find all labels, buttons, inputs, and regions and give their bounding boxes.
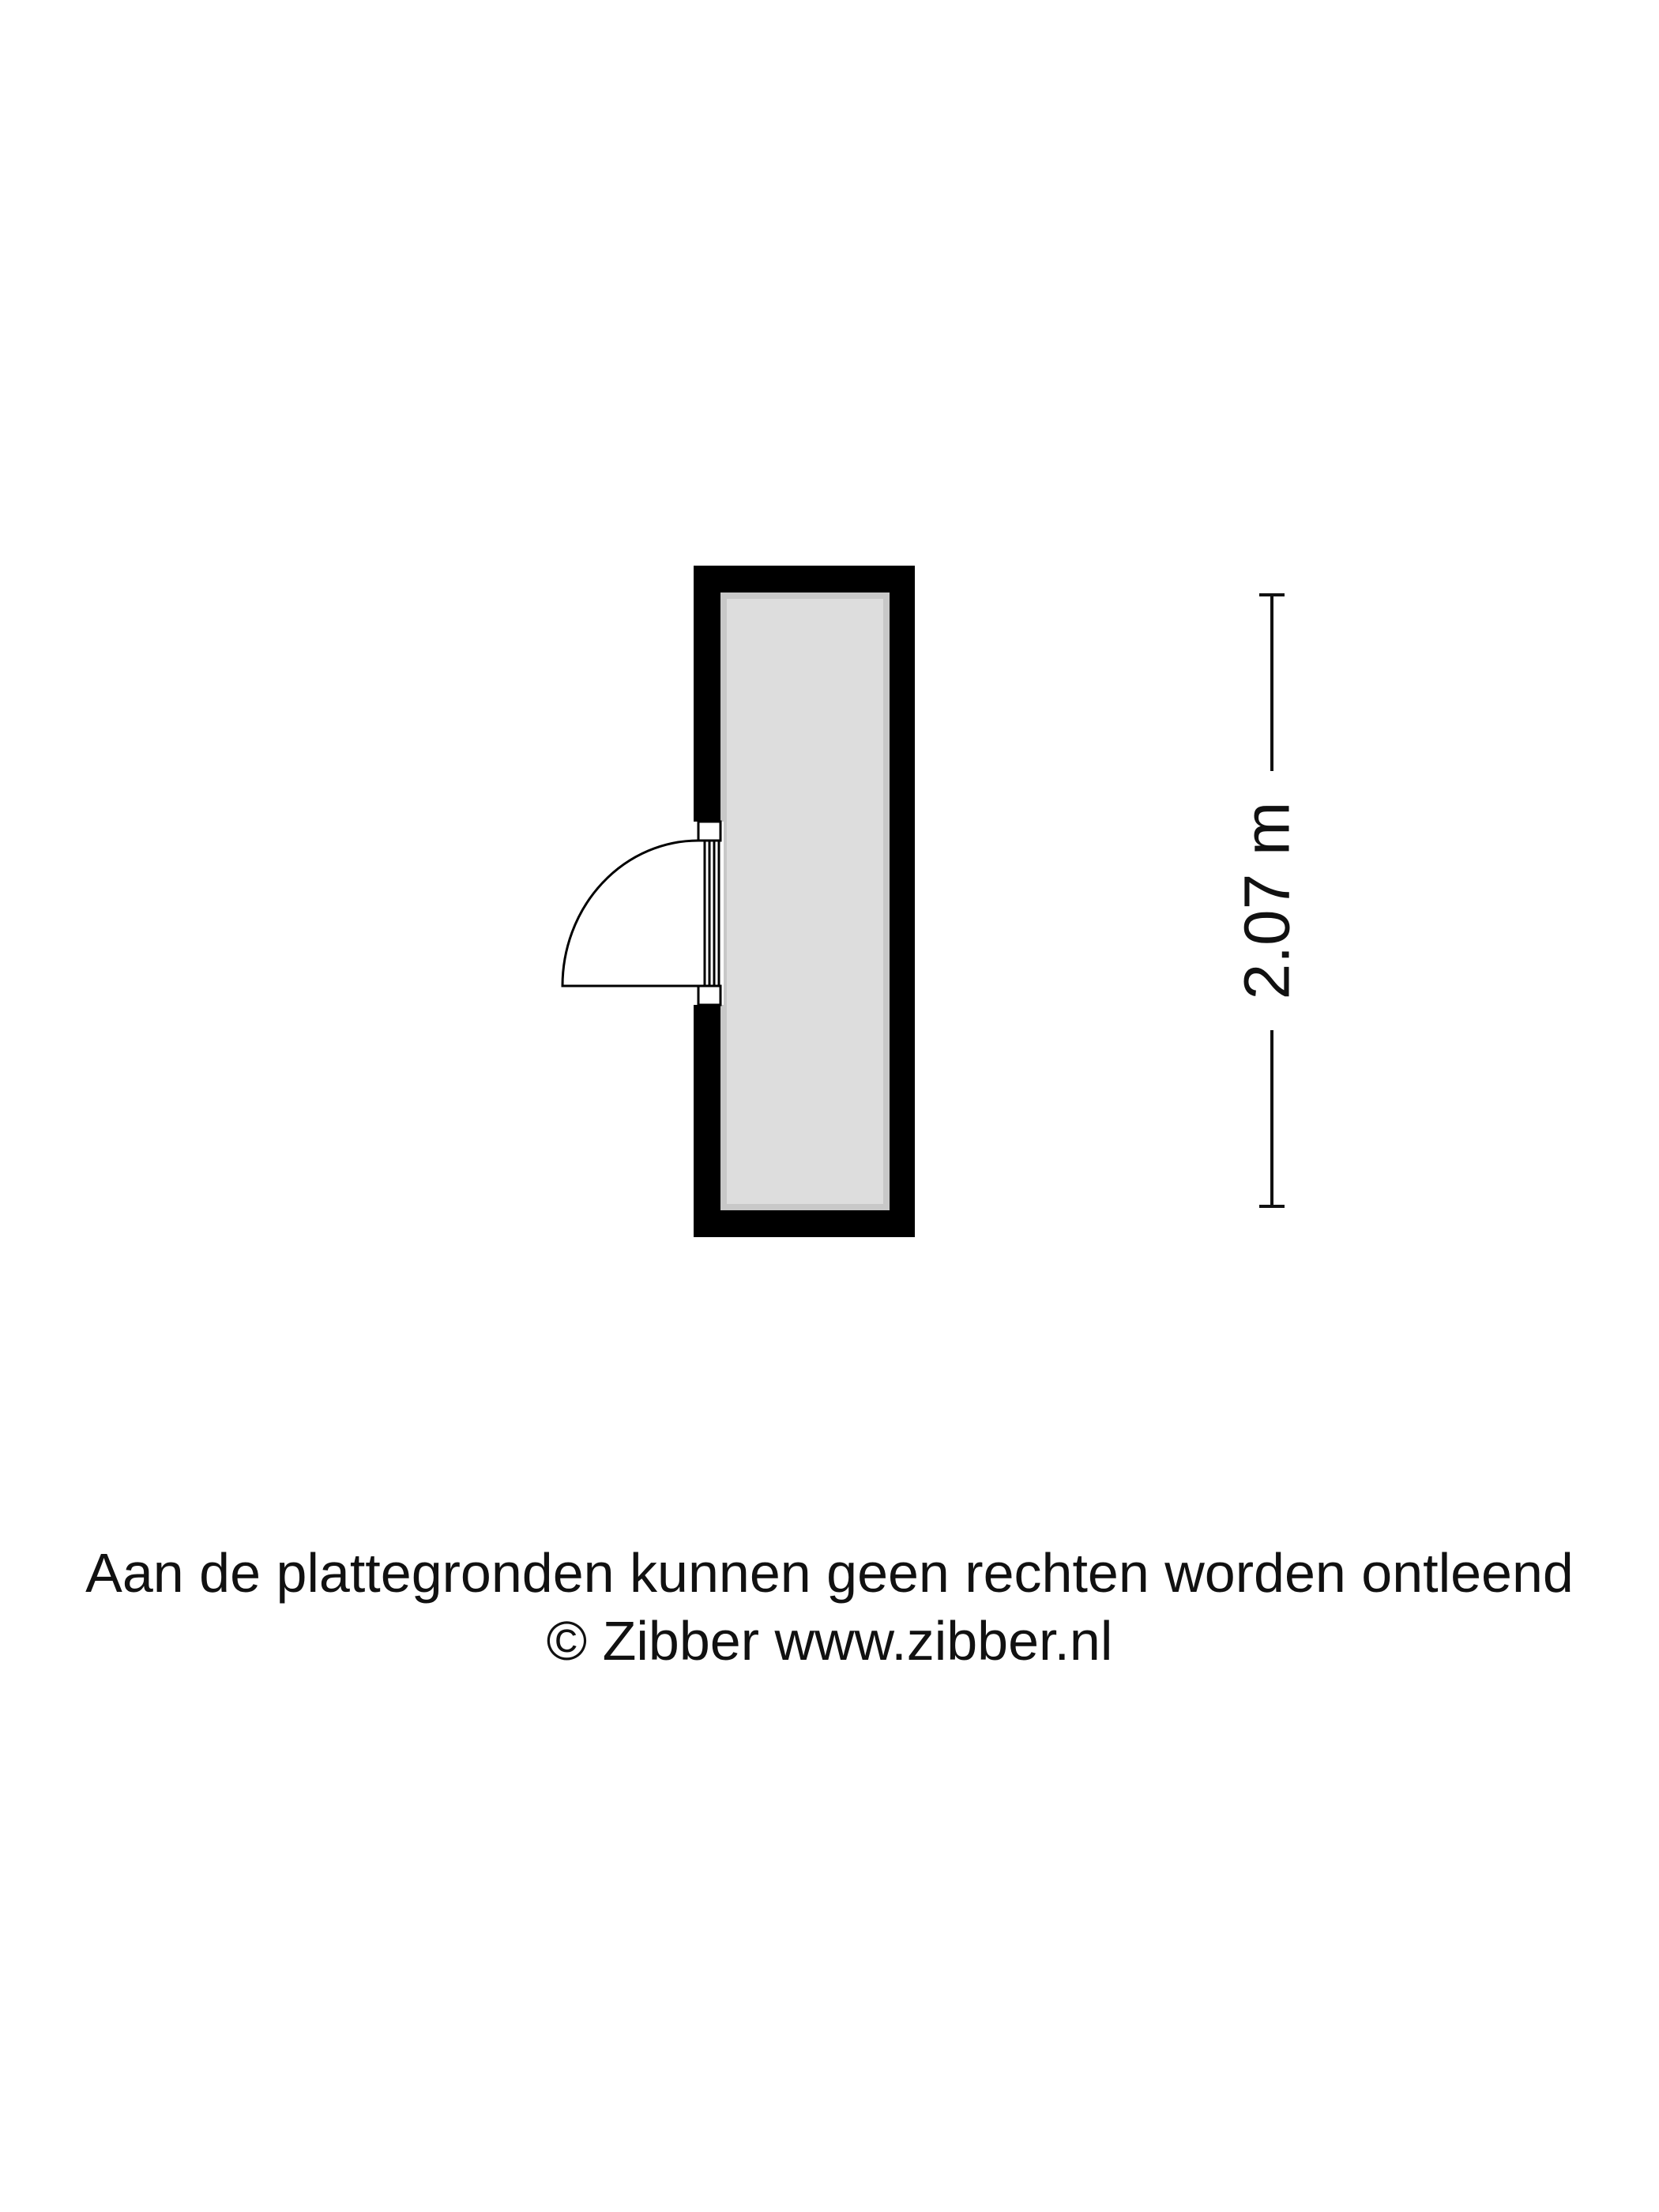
dimension-line bbox=[1232, 595, 1304, 1206]
copyright-text: © Zibber www.zibber.nl bbox=[546, 1610, 1113, 1672]
dimension-label: 2.07 m bbox=[1231, 801, 1304, 1000]
storage-room bbox=[694, 566, 915, 1237]
disclaimer-text: Aan de plattegronden kunnen geen rechten worden ontleend bbox=[85, 1542, 1574, 1604]
door bbox=[562, 822, 724, 1005]
door-jamb-top bbox=[698, 822, 720, 841]
door-swing-arc bbox=[562, 841, 698, 986]
room-floor bbox=[724, 596, 886, 1207]
door-jamb-bottom bbox=[698, 986, 720, 1005]
